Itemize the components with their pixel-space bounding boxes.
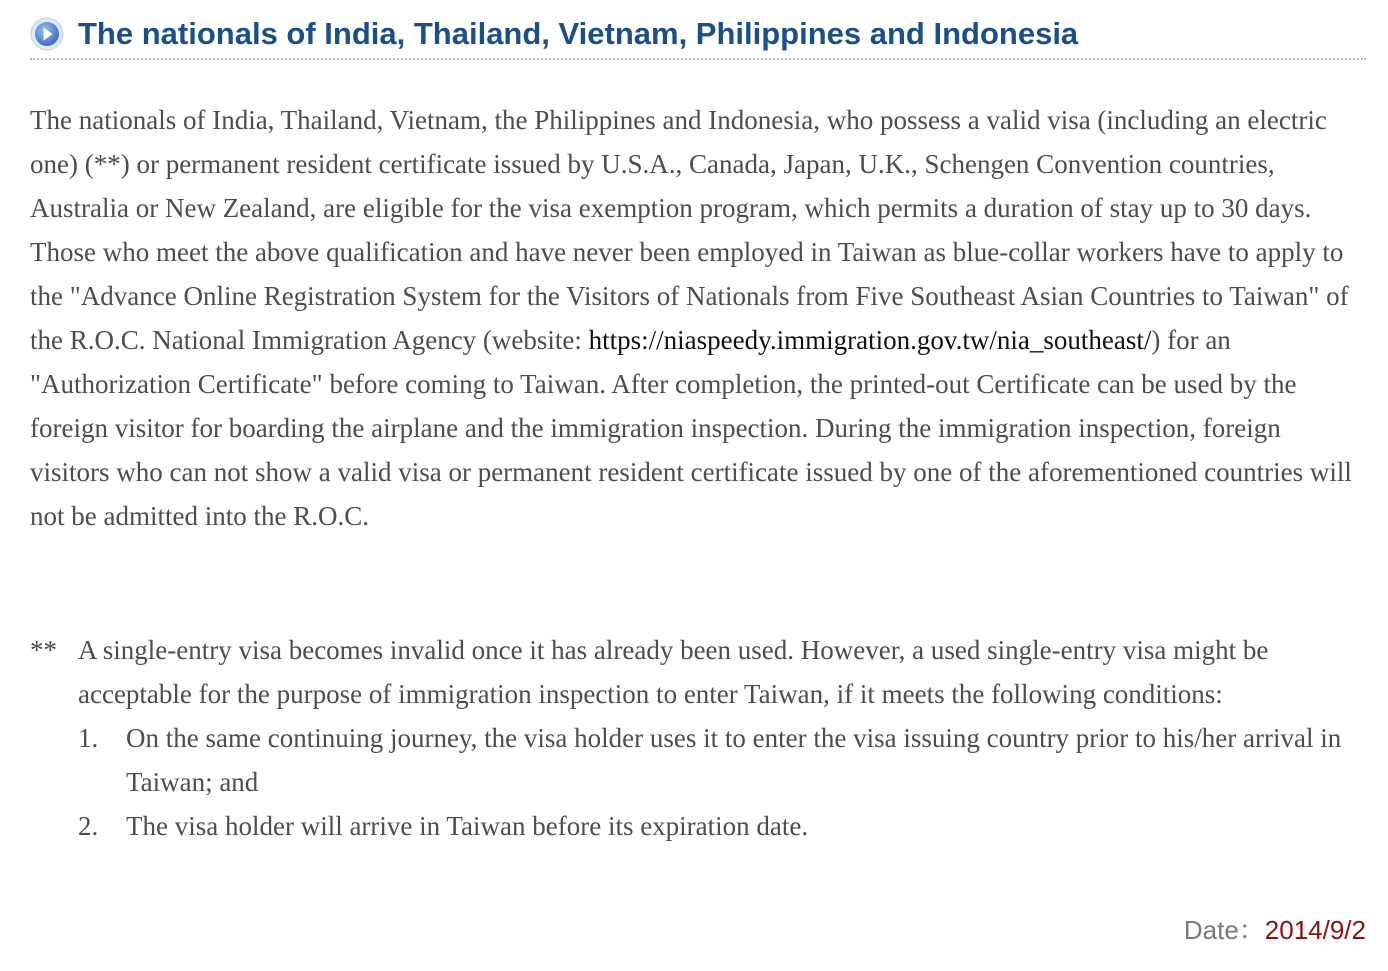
list-item [30,716,1366,804]
note-marker: ** [30,635,57,665]
visa-note [30,628,1366,848]
list-item-number: 1. [78,723,99,753]
date-stamp [1184,910,1366,950]
date-value: 2014/9/2 [1264,915,1366,945]
note-intro [30,628,1366,716]
list-item-text: The visa holder will arrive in Taiwan before its expiration date. [126,811,809,841]
conditions-list [30,716,1366,848]
list-item-text: On the same continuing journey, the visa holder uses it to enter the visa issuing country prior to his/her arrival in Taiwan; and [126,723,1342,797]
date-label: Date： [1183,915,1265,945]
paragraph-text-after-link: ) for an "Authorization Certificate" before coming to Taiwan. After completion, the printed-out Certificate can be used by the foreign visitor for boarding the airplane and the immigration inspection. During the immigration inspection, foreign visitors who can not show a valid visa or permanent resident certificate issued by one of the aforementioned countries will not be admitted into the R.O.C. [30,325,1352,531]
registration-system-link[interactable]: https://niaspeedy.immigration.gov.tw/nia_southeast/ [588,325,1152,355]
page-title: The nationals of India, Thailand, Vietnam, Philippines and Indonesia [78,16,1079,51]
list-item [30,804,1366,848]
list-item-number: 2. [78,811,99,841]
play-circle-icon [30,17,64,51]
note-text: A single-entry visa becomes invalid once it has already been used. However, a used single-entry visa might be acceptable for the purpose of immigration inspection to enter Taiwan, if it meets the following conditions: [78,635,1269,709]
paragraph-text-before-link: The nationals of India, Thailand, Vietnam, the Philippines and Indonesia, who possess a valid visa (including an electric one) (**) or permanent resident certificate issued by U.S.A., Canada, Japan, U.K., Schengen Convention countries, Australia or New Zealand, are eligible for the visa exemption program, which permits a duration of stay up to 30 days. Those who meet the above qualification and have never been employed in Taiwan as blue-collar workers have to apply to the "Advance Online Registration System for the Visitors of Nationals from Five Southeast Asian Countries to Taiwan" of the R.O.C. National Immigration Agency (website: [30,105,1349,355]
main-paragraph [30,98,1366,538]
section-header [30,10,1366,60]
